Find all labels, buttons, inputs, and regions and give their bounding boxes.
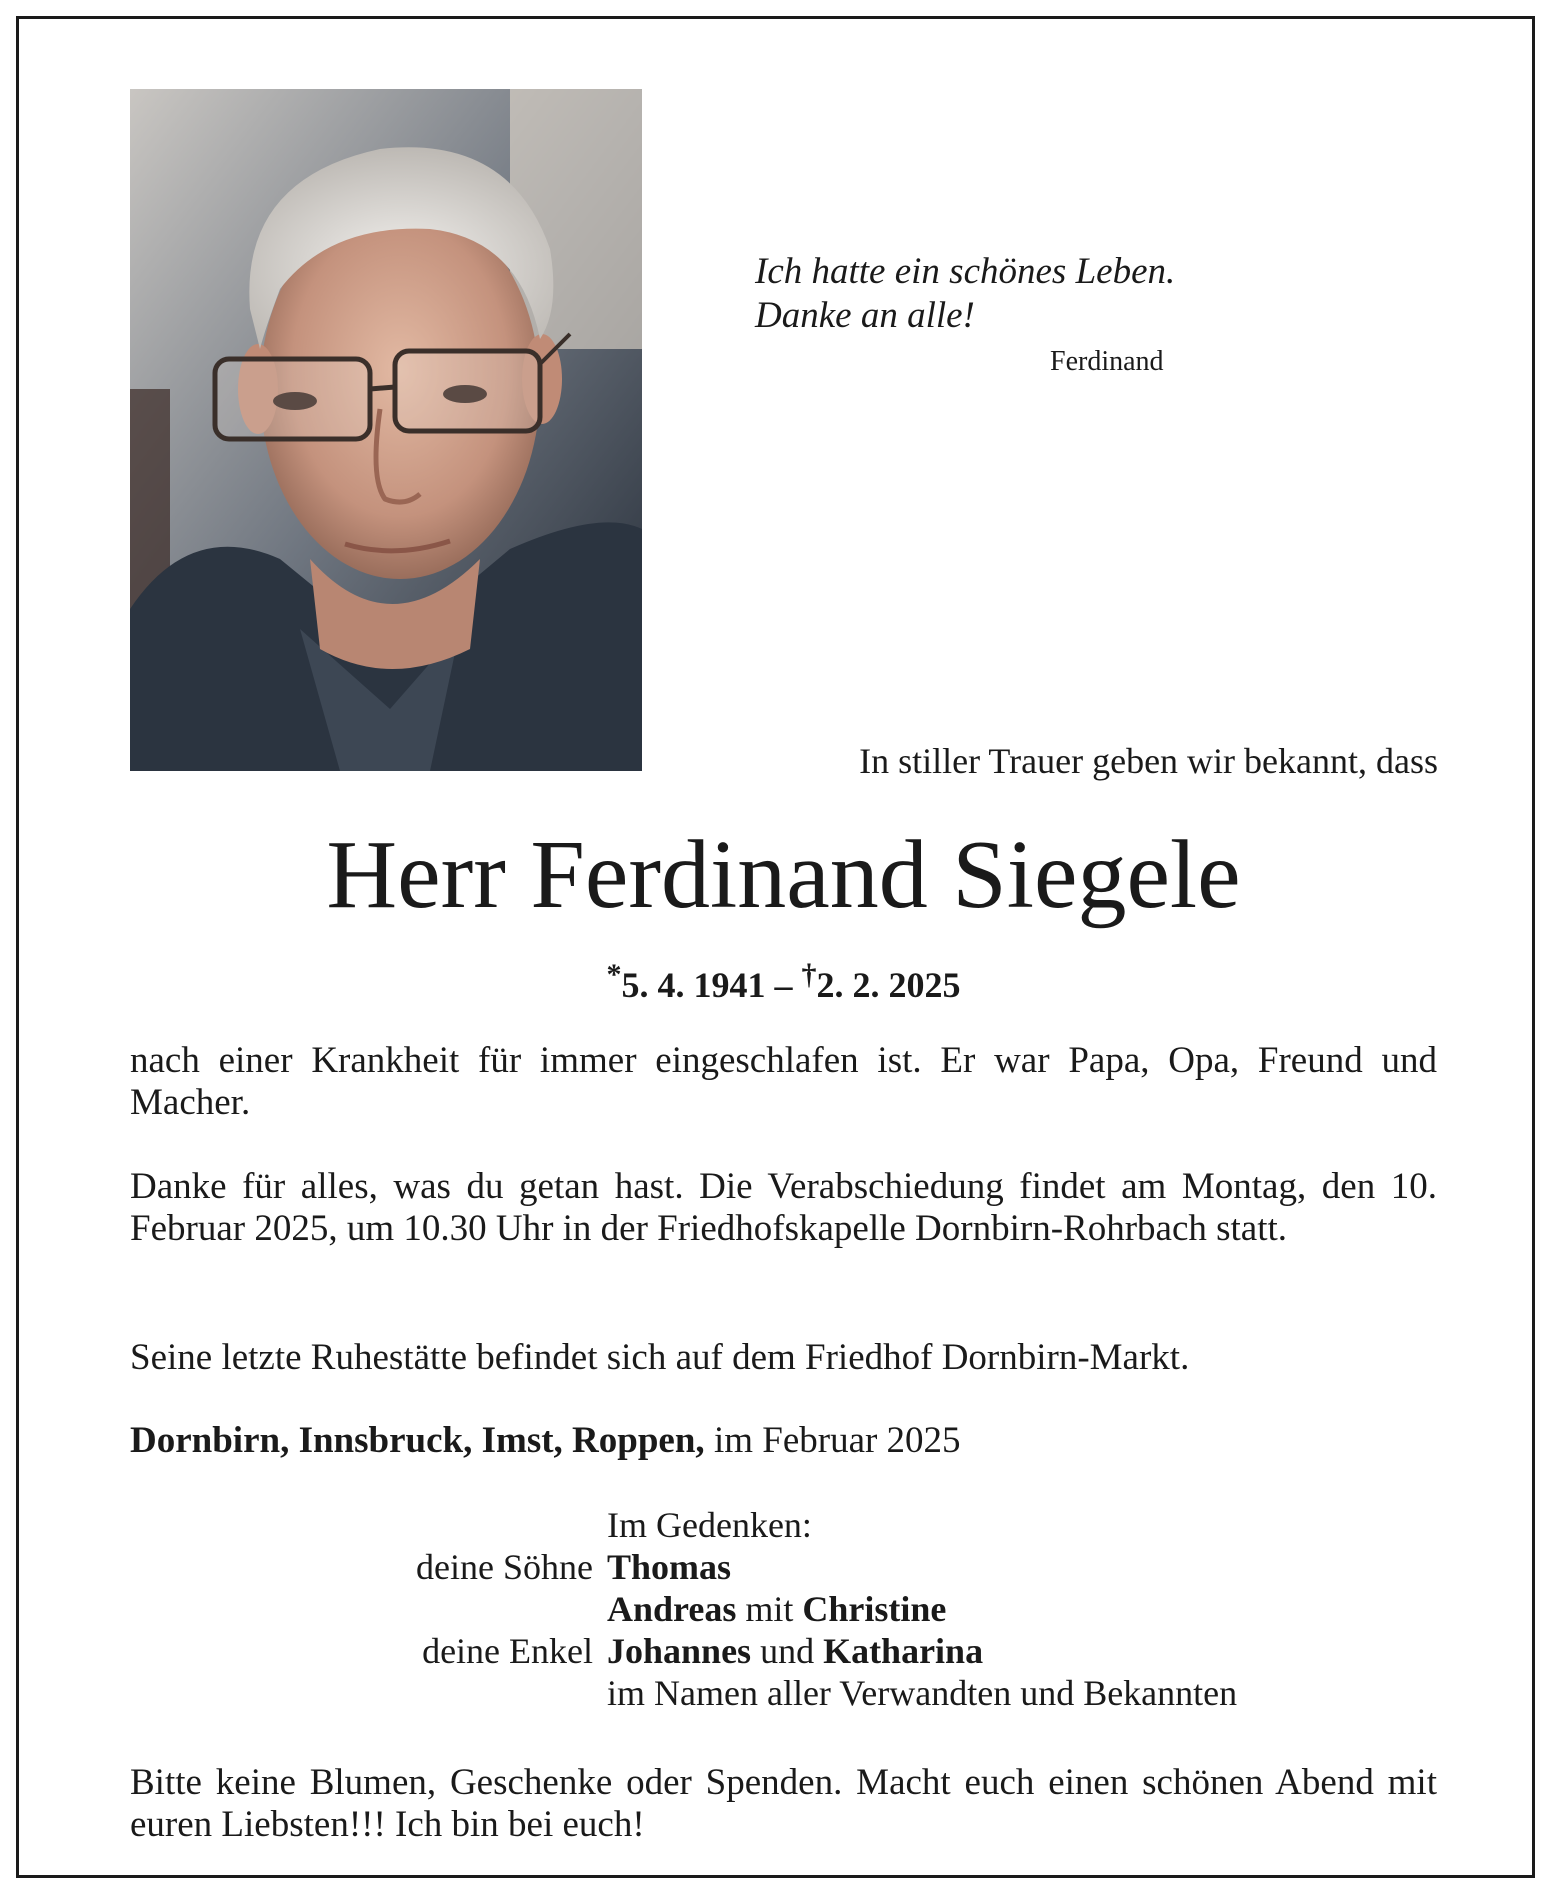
portrait-image [130,89,642,771]
mourners-heading: Im Gedenken: [607,1505,812,1545]
death-symbol: † [801,958,817,991]
partner-name: Christine [802,1589,947,1629]
portrait-photo [130,89,642,771]
paragraph-wishes: Bitte keine Blumen, Geschenke oder Spenden. Macht euch einen schönen Abend mit euren Liebsten!!! Ich bin bei euch! [130,1762,1437,1845]
connector-and: und [751,1631,824,1671]
son-name: Thomas [607,1547,732,1587]
paragraph-farewell: Danke für alles, was du getan hast. Die Verabschiedung findet am Montag, den 10. Februar 2025, um 10.30 Uhr in der Friedhofskapelle Dornbirn-Rohrbach statt. [130,1166,1437,1249]
grandchildren-label: deine Enkel [422,1631,593,1671]
quote-line-1: Ich hatte ein schönes Leben. [755,251,1176,292]
quote-line-2: Danke an alle! [755,295,975,336]
farewell-quote [755,250,1175,338]
life-dates [0,958,1567,1006]
mourners-list [130,1504,1437,1714]
month-year: im Februar 2025 [704,1420,961,1461]
birth-symbol: * [606,958,622,991]
death-date: 2. 2. 2025 [816,965,961,1005]
son-name: Andreas [607,1589,737,1629]
place-and-date [130,1420,1437,1462]
connector-with: mit [736,1589,803,1629]
announcement-intro: In stiller Trauer geben wir bekannt, dass [859,741,1438,781]
deceased-name: Herr Ferdinand Siegele [326,821,1241,929]
birth-date: 5. 4. 1941 [621,965,766,1005]
quote-signature: Ferdinand [1050,346,1164,377]
date-separator: – [765,965,802,1005]
mourners-closing: im Namen aller Verwandten und Bekannten [607,1673,1238,1713]
places: Dornbirn, Innsbruck, Imst, Roppen, [130,1420,705,1461]
paragraph-passing: nach einer Krankheit für immer eingeschlafen ist. Er war Papa, Opa, Freund und Macher. [130,1040,1437,1123]
paragraph-resting-place: Seine letzte Ruhestätte befindet sich auf dem Friedhof Dornbirn-Markt. [130,1337,1190,1378]
grandchild-name: Katharina [823,1631,984,1671]
sons-label: deine Söhne [416,1547,593,1587]
grandchild-name: Johannes [607,1631,752,1671]
